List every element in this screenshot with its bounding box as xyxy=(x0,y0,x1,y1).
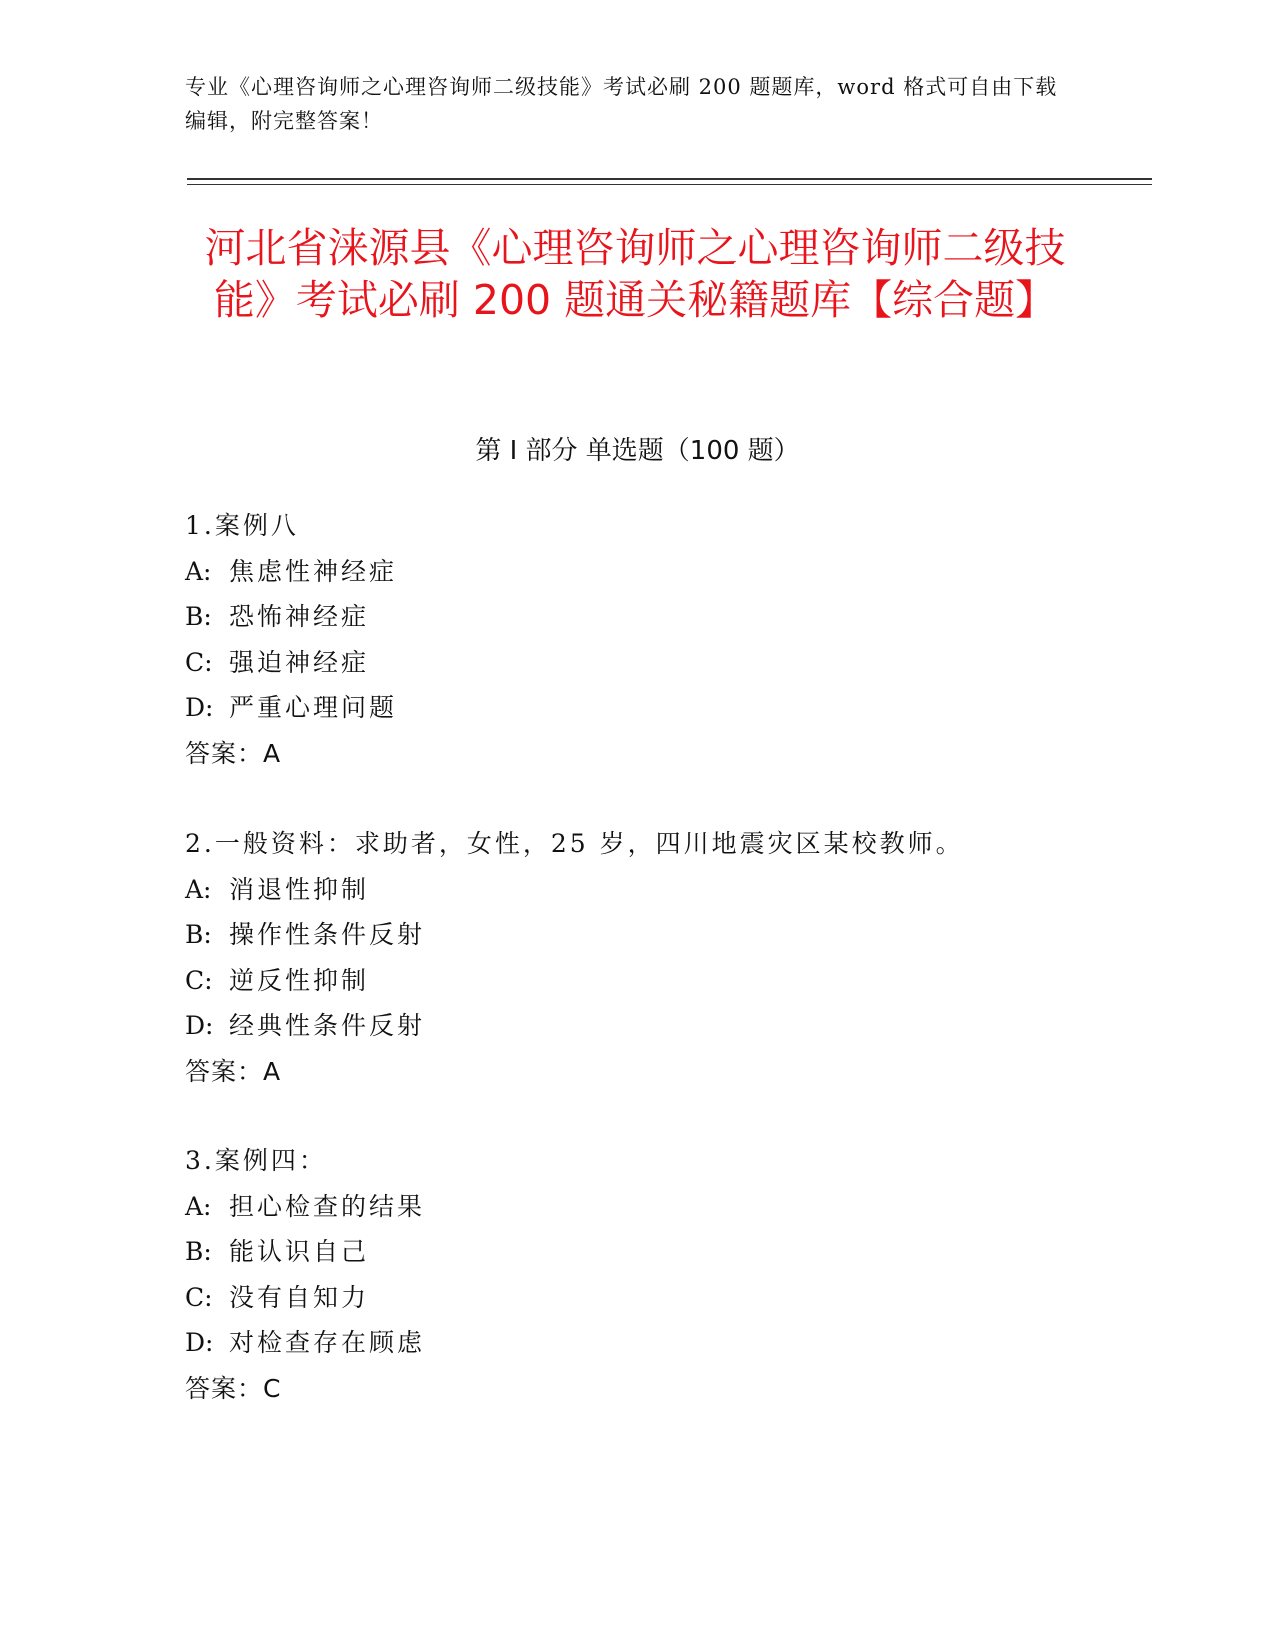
answer-line xyxy=(185,731,1085,777)
option-letter: C: xyxy=(185,1282,213,1312)
header-divider-thick xyxy=(187,178,1152,180)
intro-text: 专业《心理咨询师之心理咨询师二级技能》考试必刷 200 题题库，word 格式可自由下载编辑，附完整答案！ xyxy=(185,75,1058,133)
question-1 xyxy=(185,503,1085,776)
option-text: 担心检查的结果 xyxy=(229,1191,426,1221)
answer-label: 答案： xyxy=(185,738,264,768)
answer-value: C xyxy=(263,1373,282,1403)
option-d xyxy=(185,1320,1085,1366)
option-b xyxy=(185,1229,1085,1275)
document-title: 河北省涞源县《心理咨询师之心理咨询师二级技能》考试必刷 200 题通关秘籍题库【综合题】 xyxy=(204,224,1066,324)
answer-value: A xyxy=(263,738,282,768)
option-text: 恐怖神经症 xyxy=(229,602,370,631)
question-3 xyxy=(185,1138,1085,1411)
question-2 xyxy=(185,821,1085,1094)
option-text: 没有自知力 xyxy=(229,1282,370,1312)
option-letter: B: xyxy=(185,602,212,631)
option-text: 严重心理问题 xyxy=(229,693,398,722)
answer-label: 答案： xyxy=(185,1373,264,1403)
option-letter: B: xyxy=(185,1237,212,1266)
option-b xyxy=(185,912,1085,958)
option-a xyxy=(185,549,1085,595)
option-a xyxy=(185,1184,1085,1230)
option-c xyxy=(185,1275,1085,1321)
answer-line xyxy=(185,1049,1085,1095)
option-text: 消退性抑制 xyxy=(229,874,370,904)
option-d xyxy=(185,685,1085,731)
question-stem: 3.案例四： xyxy=(185,1146,327,1175)
option-text: 焦虑性神经症 xyxy=(229,556,398,586)
option-text: 经典性条件反射 xyxy=(229,1011,426,1040)
option-letter: D: xyxy=(185,1328,214,1357)
option-c xyxy=(185,958,1085,1004)
section-heading: 第 I 部分 单选题（100 题） xyxy=(475,436,800,466)
option-letter: D: xyxy=(185,693,214,722)
option-text: 逆反性抑制 xyxy=(229,965,370,995)
option-text: 能认识自己 xyxy=(229,1237,370,1266)
question-stem: 2.一般资料：求助者，女性，25 岁，四川地震灾区某校教师。 xyxy=(185,829,964,858)
option-c xyxy=(185,640,1085,686)
option-letter: A: xyxy=(185,1191,212,1221)
option-letter: A: xyxy=(185,556,212,586)
option-letter: B: xyxy=(185,920,212,949)
option-letter: D: xyxy=(185,1011,214,1040)
option-text: 操作性条件反射 xyxy=(229,920,426,949)
answer-value: A xyxy=(263,1056,282,1086)
option-letter: A: xyxy=(185,874,212,904)
option-text: 强迫神经症 xyxy=(229,647,370,677)
option-letter: C: xyxy=(185,647,213,677)
header-divider-thin xyxy=(187,184,1152,185)
question-stem: 1.案例八 xyxy=(185,511,299,540)
option-text: 对检查存在顾虑 xyxy=(229,1328,426,1357)
answer-line xyxy=(185,1366,1085,1412)
option-d xyxy=(185,1003,1085,1049)
answer-label: 答案： xyxy=(185,1056,264,1086)
option-letter: C: xyxy=(185,965,213,995)
option-b xyxy=(185,594,1085,640)
option-a xyxy=(185,867,1085,913)
